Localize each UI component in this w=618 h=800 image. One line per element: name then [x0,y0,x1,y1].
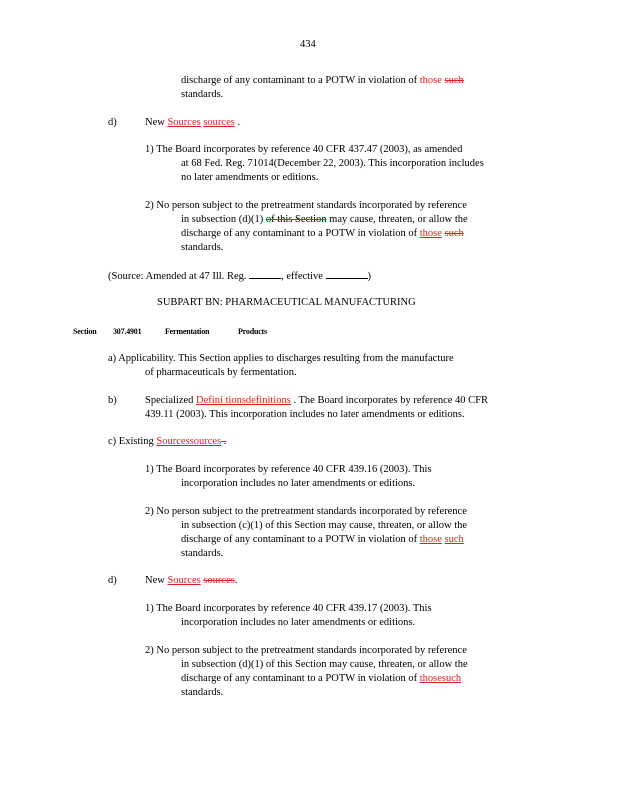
paragraph-line: of pharmaceuticals by fermentation. [145,367,297,378]
inserted-text: sources [203,117,235,128]
paragraph-line [181,672,461,686]
text-run: may cause, threaten, or allow the [326,214,468,225]
paragraph-line: 2) No person subject to the pretreatment standards incorporated by reference [145,645,467,656]
deleted-text: . [221,436,227,447]
subsection-heading [145,116,240,130]
text-run: . [234,575,238,586]
subsection-label: d) [108,117,117,128]
paragraph-line: 1) The Board incorporates by reference 40 CFR 439.16 (2003). This [145,464,432,475]
text-run: ) [367,271,372,282]
deleted-text: of this Section [265,214,327,225]
paragraph-line [181,533,464,547]
paragraph-line: standards. [181,242,224,253]
paragraph-line: 2) No person subject to the pretreatment standards incorporated by reference [145,506,467,517]
paragraph-line: a) Applicability. This Section applies to discharges resulting from the manufacture [108,353,454,364]
section-title: Products [238,327,267,336]
blank-line [326,268,368,279]
paragraph-line: at 68 Fed. Reg. 71014(December 22, 2003). This incorporation includes [181,158,484,169]
subsection-heading [145,574,237,588]
text-run: , effective [281,271,326,282]
inserted-text: such [444,534,464,545]
section-number: 307.4901 [113,327,142,336]
subsection-label: b) [108,395,117,406]
paragraph-line: incorporation includes no later amendments or editions. [181,478,416,489]
deleted-text: such [444,228,464,239]
inserted-text: Defini tionsdefinitions [196,395,291,406]
paragraph-line [181,227,464,241]
paragraph-line: in subsection (d)(1) of this Section may cause, threaten, or allow the [181,659,468,670]
text-run: discharge of any contaminant to a POTW in violation of [181,228,420,239]
section-label: Section [73,327,97,336]
deleted-text: such [444,75,464,86]
paragraph-line: in subsection (c)(1) of this Section may cause, threaten, or allow the [181,520,468,531]
text-run: New [145,575,168,586]
text-run: in subsection (d)(1) [181,214,266,225]
paragraph-line: no later amendments or editions. [181,172,319,183]
subsection-label: d) [108,575,117,586]
page-number: 434 [300,39,316,50]
paragraph-line: incorporation includes no later amendments or editions. [181,617,416,628]
blank-line [249,268,281,279]
text-run: New [145,117,168,128]
text-run: (Source: Amended at 47 Ill. Reg. [108,271,250,282]
text-run: . The Board incorporates by reference 40 CFR [290,395,489,406]
inserted-text: those [419,228,442,239]
text-run: Specialized [145,395,197,406]
subsection-heading [108,435,226,449]
text-run: discharge of any contaminant to a POTW in violation of [181,75,420,86]
text-run: discharge of any contaminant to a POTW in violation of [181,534,420,545]
inserted-text: those [419,75,442,86]
continuation-line: standards. [181,89,224,100]
paragraph-line: 1) The Board incorporates by reference 40 CFR 439.17 (2003). This [145,603,432,614]
paragraph-line: standards. [181,548,224,559]
subpart-title: SUBPART BN: PHARMACEUTICAL MANUFACTURING [157,297,416,308]
paragraph-line [145,394,488,408]
text-run: . [237,117,241,128]
paragraph-line: 2) No person subject to the pretreatment standards incorporated by reference [145,200,467,211]
inserted-text: Sources [167,117,201,128]
inserted-text: those [419,534,442,545]
text-run: discharge of any contaminant to a POTW in violation of [181,673,420,684]
inserted-text: thosesuch [419,673,462,684]
paragraph-line: 1) The Board incorporates by reference 40 CFR 437.47 (2003), as amended [145,144,463,155]
section-title: Fermentation [165,327,210,336]
inserted-text: Sources [167,575,201,586]
deleted-text: sources [203,575,235,586]
paragraph-line [181,213,468,227]
source-note [108,268,371,284]
paragraph-line: 439.11 (2003). This incorporation includes no later amendments or editions. [145,409,465,420]
continuation-line [181,74,464,88]
paragraph-line: standards. [181,687,224,698]
inserted-text: Sourcessources [156,436,222,447]
text-run: c) Existing [108,436,157,447]
